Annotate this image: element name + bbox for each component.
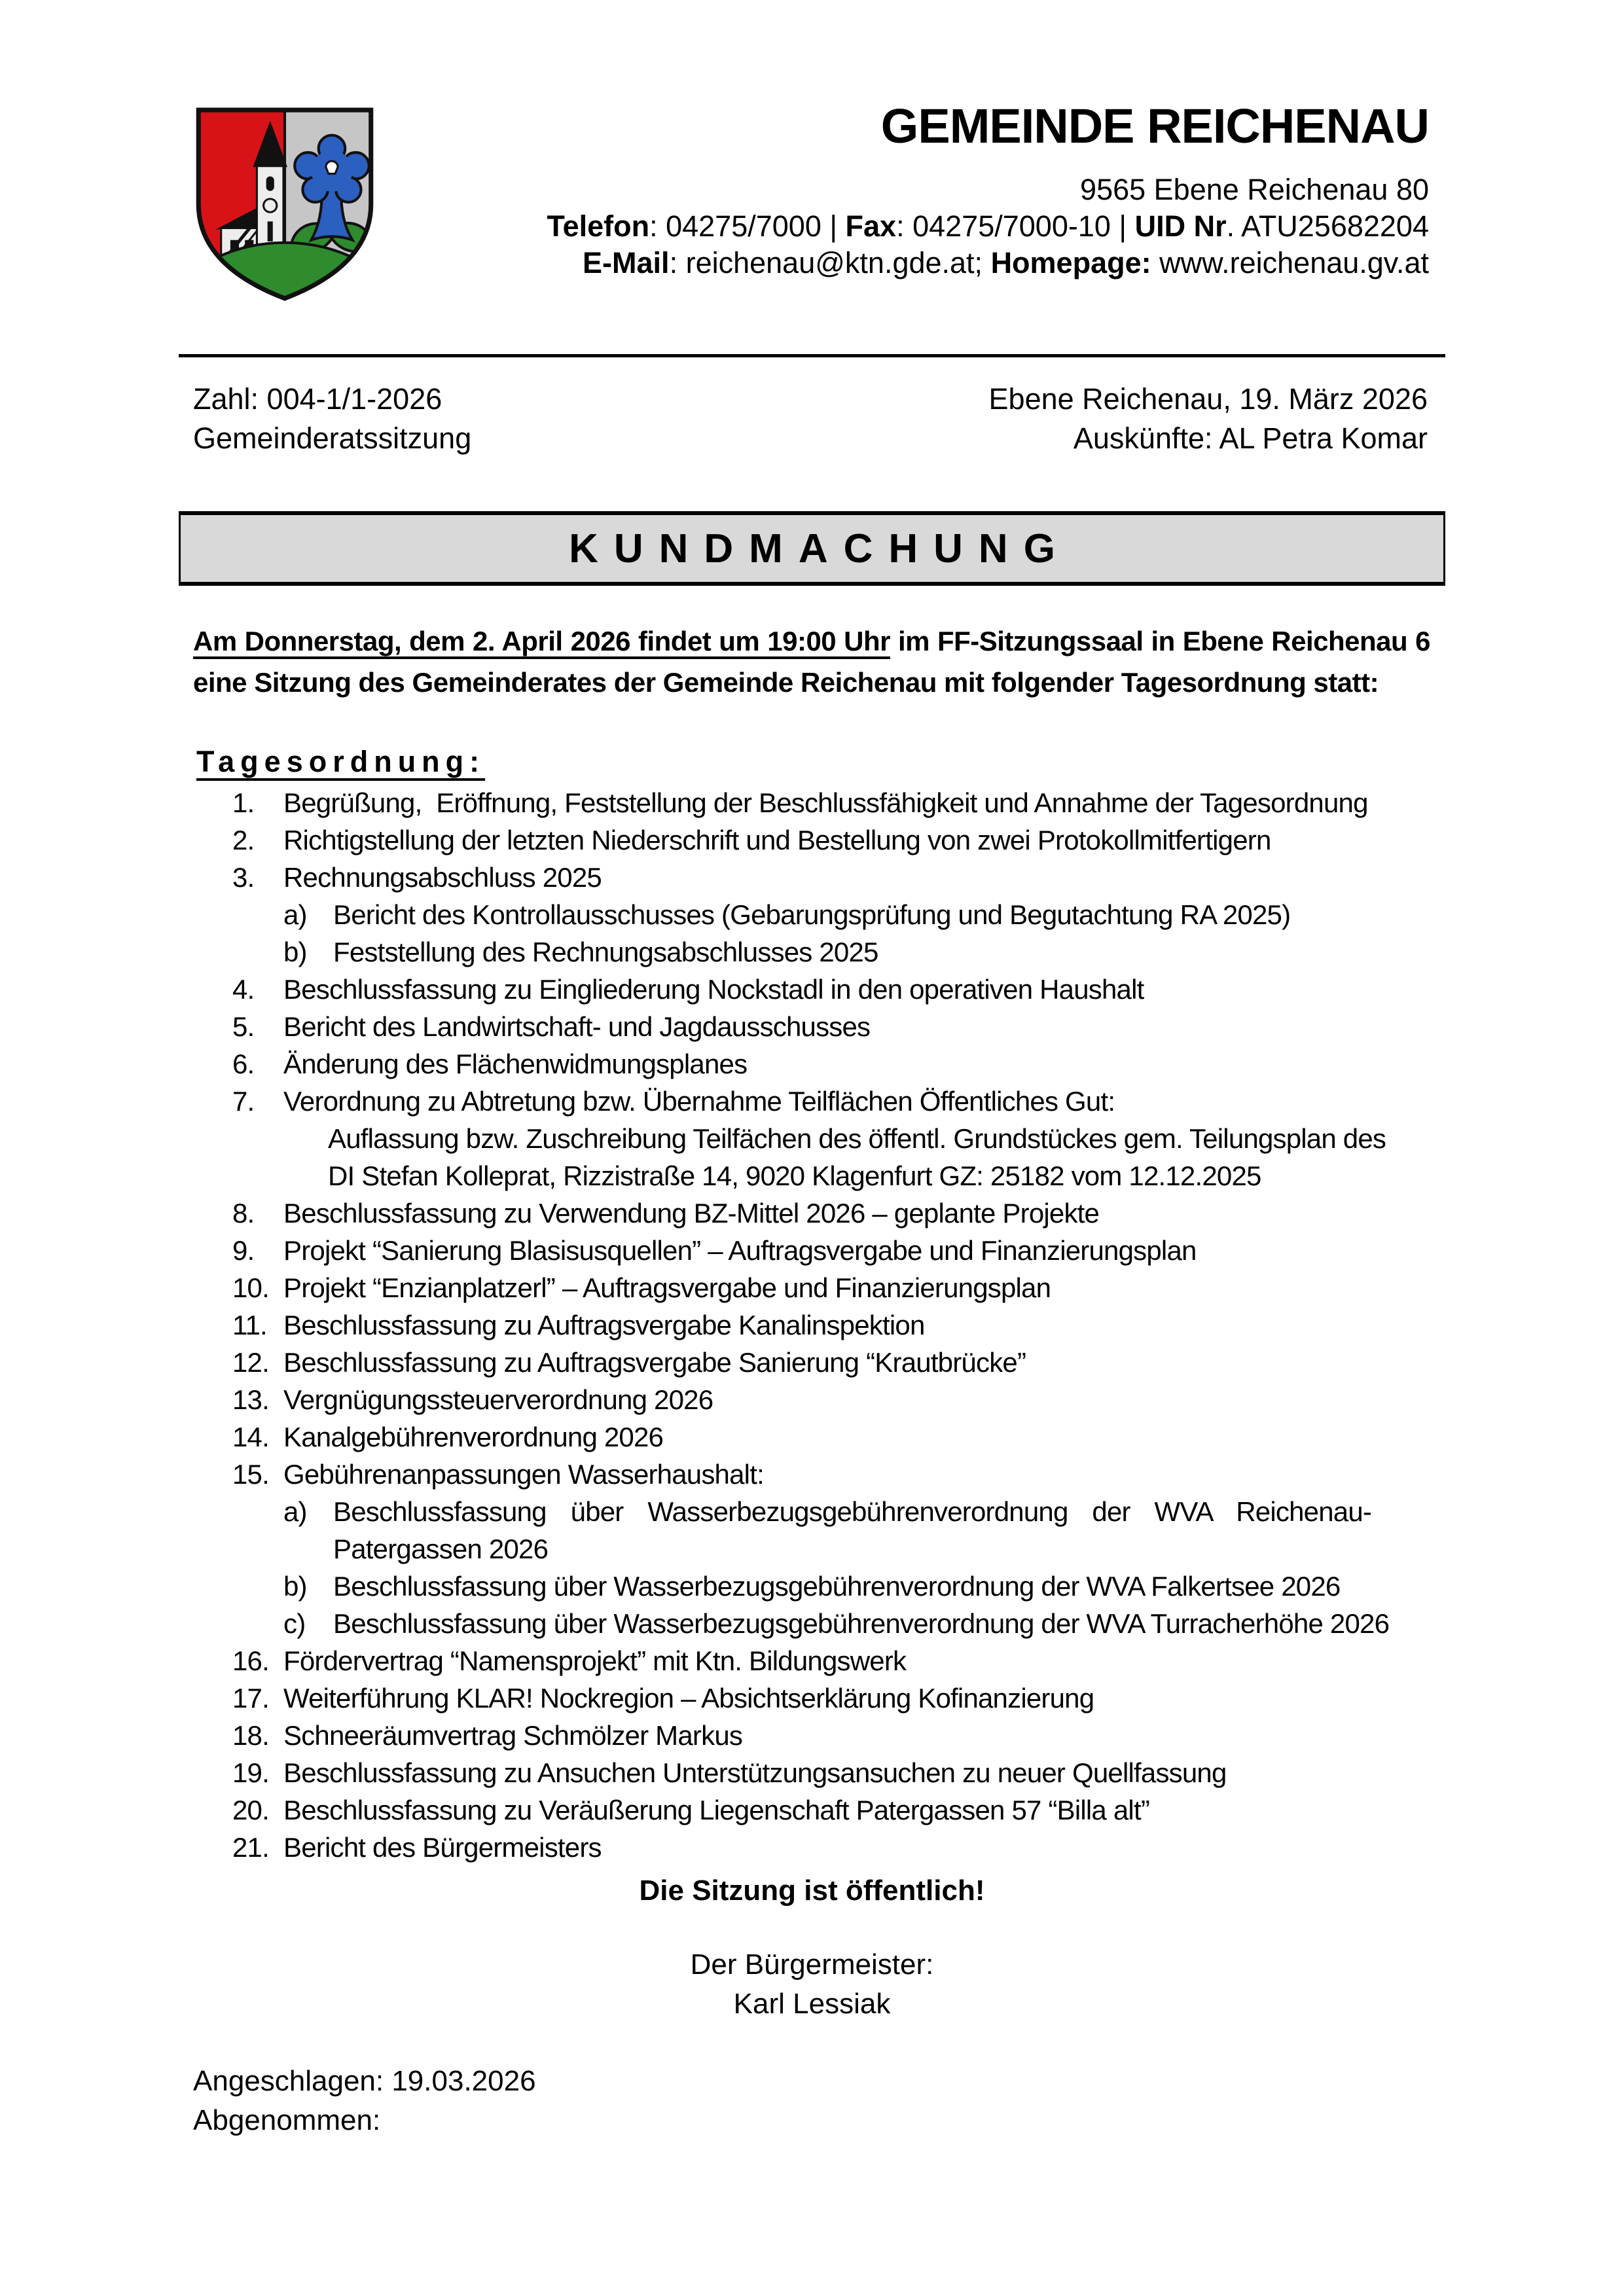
posted-date: Angeschlagen: 19.03.2026 [193, 2065, 536, 2097]
uid-label: UID Nr [1134, 209, 1227, 243]
agenda-item-text: Verordnung zu Abtretung bzw. Übernahme Teilflächen Öffentliches Gut: [283, 1086, 1115, 1117]
agenda-list [179, 784, 1445, 1866]
signature-block [179, 1945, 1445, 2024]
agenda-item [179, 1157, 1445, 1194]
agenda-item-text: Patergassen 2026 [333, 1534, 549, 1564]
agenda-item [179, 1679, 1445, 1717]
intro-underlined: Am Donnerstag, dem 2. April 2026 findet um 19:00 Uhr [193, 626, 890, 656]
uid-value: . ATU25682204 [1226, 209, 1429, 243]
subject-line: Gemeinderatssitzung [193, 422, 472, 455]
agenda-item [179, 971, 1445, 1008]
agenda-item-text: Änderung des Flächenwidmungsplanes [283, 1049, 748, 1079]
agenda-heading: Tagesordnung: [196, 745, 486, 778]
agenda-item-text: Kanalgebührenverordnung 2026 [283, 1422, 664, 1452]
reference-block [193, 380, 1428, 458]
agenda-item-text: Bericht des Bürgermeisters [283, 1832, 602, 1863]
agenda-item-text: Vergnügungssteuerverordnung 2026 [283, 1384, 713, 1415]
agenda-item [179, 1568, 1445, 1605]
agenda-item-marker: 15. [232, 1459, 269, 1490]
agenda-item [179, 896, 1445, 933]
org-title: GEMEINDE REICHENAU [880, 99, 1429, 153]
homepage-label: Homepage: [990, 246, 1151, 279]
agenda-item-marker: b) [283, 1571, 307, 1602]
agenda-item-text: Beschlussfassung zu Ansuchen Unterstützungsansuchen zu neuer Quellfassung [283, 1757, 1227, 1788]
agenda-item [179, 1493, 1445, 1530]
agenda-item-text: Richtigstellung der letzten Niederschrift und Bestellung von zwei Protokollmitfertigern [283, 825, 1271, 855]
agenda-item [179, 1232, 1445, 1269]
agenda-item-marker: 16. [232, 1645, 269, 1676]
fax-label: Fax [845, 209, 897, 243]
posting-block [193, 2062, 536, 2140]
agenda-item-marker: 1. [232, 787, 255, 818]
agenda-item-text: Beschlussfassung zu Veräußerung Liegenschaft Patergassen 57 “Billa alt” [283, 1795, 1150, 1825]
agenda-item-marker: 9. [232, 1235, 255, 1266]
telefon-label: Telefon [547, 209, 650, 243]
agenda-item-text: Beschlussfassung zu Eingliederung Nockstadl in den operativen Haushalt [283, 974, 1144, 1005]
agenda-item-marker: 6. [232, 1049, 255, 1079]
agenda-item [179, 1605, 1445, 1642]
agenda-item [179, 784, 1445, 821]
agenda-item-text: Weiterführung KLAR! Nockregion – Absichtserklärung Kofinanzierung [283, 1683, 1094, 1713]
agenda-item-marker: 20. [232, 1795, 269, 1825]
agenda-item-text: Auflassung bzw. Zuschreibung Teilfächen des öffentl. Grundstückes gem. Teilungsplan des [328, 1123, 1386, 1154]
agenda-item-marker: 5. [232, 1011, 255, 1042]
reference-left [193, 380, 471, 458]
notice-title: KUNDMACHUNG [569, 526, 1071, 571]
homepage-value: www.reichenau.gv.at [1151, 246, 1429, 279]
agenda-item-text: Fördervertrag “Namensprojekt” mit Ktn. Bildungswerk [283, 1645, 907, 1676]
agenda-item-marker: 18. [232, 1720, 269, 1751]
agenda-item [179, 1008, 1445, 1045]
agenda-item [179, 859, 1445, 896]
agenda-item-marker: 21. [232, 1832, 269, 1863]
agenda-item-text: Rechnungsabschluss 2025 [283, 862, 602, 893]
agenda-item-marker: 17. [232, 1683, 269, 1713]
agenda-item-marker: 7. [232, 1086, 255, 1117]
agenda-item-marker: 3. [232, 862, 255, 893]
telefon-value: : 04275/7000 | [649, 209, 846, 243]
agenda-item [179, 1269, 1445, 1306]
agenda-item-text: Beschlussfassung über Wasserbezugsgebührenverordnung der WVA Reichenau- [333, 1496, 1372, 1527]
agenda-item [179, 1456, 1445, 1493]
agenda-item [179, 1306, 1445, 1344]
gentian-flower-glyph [291, 135, 372, 253]
agenda-item-text: Beschlussfassung über Wasserbezugsgebührenverordnung der WVA Falkertsee 2026 [333, 1571, 1341, 1602]
agenda-item-marker: c) [283, 1608, 306, 1639]
agenda-item-text: Beschlussfassung zu Auftragsvergabe Kanalinspektion [283, 1310, 925, 1340]
file-number: Zahl: 004-1/1-2026 [193, 382, 442, 416]
signature-title: Der Bürgermeister: [690, 1948, 934, 1981]
agenda-item-marker: 4. [232, 974, 255, 1005]
agenda-item [179, 1829, 1445, 1866]
divider-rule [179, 354, 1445, 357]
agenda-item [179, 1530, 1445, 1568]
agenda-item-marker: 8. [232, 1198, 255, 1229]
agenda-item [179, 1120, 1445, 1157]
agenda-item [179, 933, 1445, 971]
agenda-item-marker: 12. [232, 1347, 269, 1378]
agenda-item-text: Bericht des Kontrollausschusses (Gebarungsprüfung und Begutachtung RA 2025) [333, 899, 1291, 930]
letterhead [547, 98, 1429, 281]
agenda-item [179, 1791, 1445, 1829]
intro-paragraph [193, 620, 1430, 703]
agenda-item-marker: 10. [232, 1272, 269, 1303]
email-value: : reichenau@ktn.gde.at; [669, 246, 991, 279]
agenda-item [179, 1344, 1445, 1381]
notice-title-box [179, 511, 1445, 586]
public-session-note: Die Sitzung ist öffentlich! [639, 1874, 985, 1907]
org-email-line [547, 245, 1429, 281]
agenda-item [179, 1381, 1445, 1418]
agenda-item [179, 821, 1445, 859]
agenda-item [179, 1717, 1445, 1754]
place-date: Ebene Reichenau, 19. März 2026 [988, 382, 1428, 416]
agenda-item [179, 1194, 1445, 1232]
removed-date: Abgenommen: [193, 2104, 381, 2136]
agenda-item-marker: 13. [232, 1384, 269, 1415]
org-contact-line [547, 208, 1429, 245]
info-contact: Auskünfte: AL Petra Komar [1073, 422, 1428, 455]
agenda-item-text: Begrüßung, Eröffnung, Feststellung der Beschlussfähigkeit und Annahme der Tagesordnung [283, 787, 1368, 818]
agenda-item-text: Beschlussfassung zu Auftragsvergabe Sanierung “Krautbrücke” [283, 1347, 1026, 1378]
email-label: E-Mail [583, 246, 670, 279]
agenda-item-marker: 14. [232, 1422, 269, 1452]
municipal-coat-of-arms-icon [192, 105, 378, 304]
agenda-item-text: DI Stefan Kolleprat, Rizzistraße 14, 9020 Klagenfurt GZ: 25182 vom 12.12.2025 [328, 1160, 1261, 1191]
intro-rest: im FF-Sitzungssaal in Ebene Reichenau 6 eine Sitzung des Gemeinderates der Gemeinde Reichenau mit folgender Tagesordnung statt: [193, 626, 1431, 698]
fax-value: : 04275/7000-10 | [896, 209, 1135, 243]
reference-right [989, 380, 1428, 458]
agenda-item [179, 1083, 1445, 1120]
agenda-item [179, 1642, 1445, 1679]
org-address: 9565 Ebene Reichenau 80 [1080, 173, 1429, 206]
agenda-item-marker: 2. [232, 825, 255, 855]
agenda-item-text: Gebührenanpassungen Wasserhaushalt: [283, 1459, 764, 1490]
agenda-item-text: Projekt “Sanierung Blasisusquellen” – Auftragsvergabe und Finanzierungsplan [283, 1235, 1197, 1266]
agenda-item-text: Beschlussfassung über Wasserbezugsgebührenverordnung der WVA Turracherhöhe 2026 [333, 1608, 1390, 1639]
agenda-item [179, 1045, 1445, 1083]
agenda-item-marker: 11. [232, 1310, 267, 1340]
agenda-item-marker: a) [283, 899, 307, 930]
agenda-item-text: Beschlussfassung zu Verwendung BZ-Mittel 2026 – geplante Projekte [283, 1198, 1100, 1229]
agenda-item-text: Feststellung des Rechnungsabschlusses 2025 [333, 937, 878, 967]
agenda-item [179, 1418, 1445, 1456]
agenda-item-marker: b) [283, 937, 307, 967]
signature-name: Karl Lessiak [733, 1988, 891, 2020]
agenda-item-text: Projekt “Enzianplatzerl” – Auftragsvergabe und Finanzierungsplan [283, 1272, 1051, 1303]
agenda-item-text: Bericht des Landwirtschaft- und Jagdausschusses [283, 1011, 871, 1042]
agenda-item-marker: a) [283, 1496, 307, 1527]
agenda-item-marker: 19. [232, 1757, 269, 1788]
agenda-item-text: Schneeräumvertrag Schmölzer Markus [283, 1720, 743, 1751]
agenda-item [179, 1754, 1445, 1791]
